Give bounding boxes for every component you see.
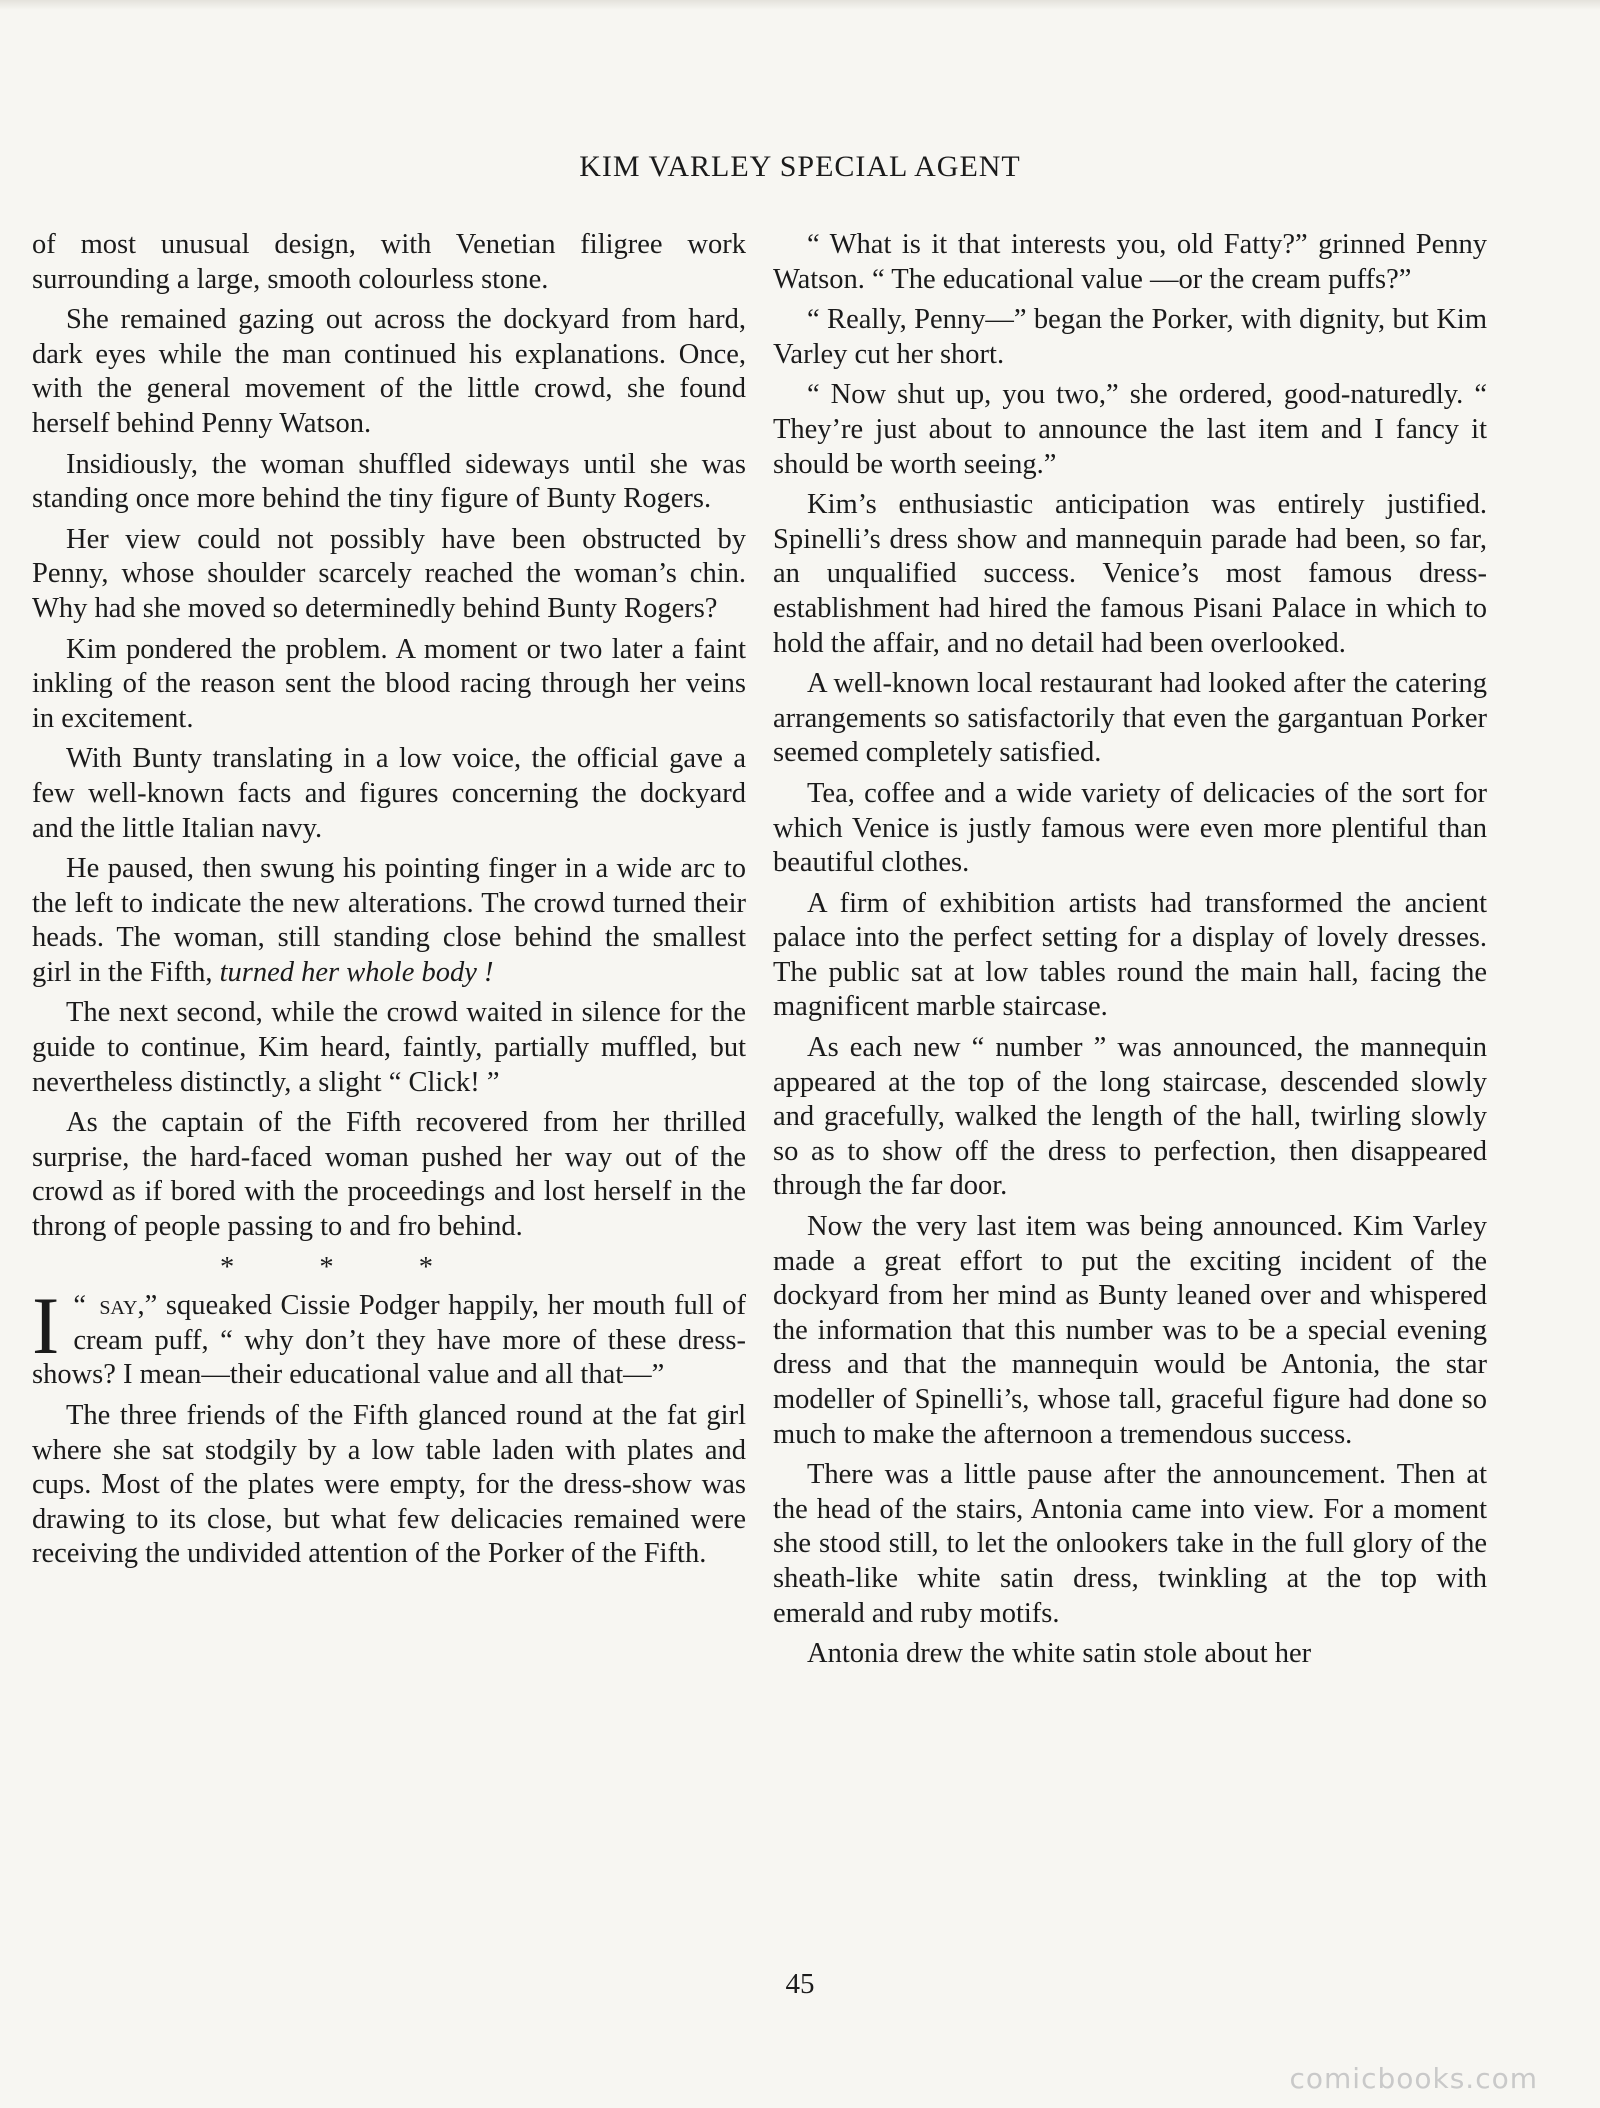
paragraph: With Bunty translating in a low voice, the official gave a few well-known facts and figures concerning the dockyard and the little Italian navy. [32, 743, 746, 844]
page-number: 45 [785, 1968, 815, 2000]
paragraph: As the captain of the Fifth recovered from her thrilled surprise, the hard-faced woman pushed her way out of the crowd as if bored with the proceedings and lost herself in the throng of people passing to and fro behind. [32, 1107, 746, 1243]
paragraph: Insidiously, the woman shuffled sideways until she was standing once more behind the tiny figure of Bunty Rogers. [32, 448, 746, 515]
paragraph: A well-known local restaurant had looked after the catering arrangements so satisfactorily that even the gargantuan Porker seemed completely satisfied. [773, 668, 1487, 769]
paragraph: Kim pondered the problem. A moment or two later a faint inkling of the reason sent the blood racing through her veins in excitement. [32, 633, 746, 734]
running-head: KIM VARLEY SPECIAL AGENT [579, 150, 1021, 183]
paragraph-text: He paused, then swung his pointing finger in a wide arc to the left to indicate the new alterations. The crowd turned their heads. The woman, still standing close behind the smallest girl in the Fifth, [32, 853, 746, 988]
drop-cap: I [32, 1280, 60, 1372]
paragraph: “ Now shut up, you two,” she ordered, good-naturedly. “ They’re just about to announce the last item and I fancy it should be worth seeing.” [773, 379, 1487, 480]
paragraph: Kim’s enthusiastic anticipation was entirely justified. Spinelli’s dress show and mannequin parade had been, so far, an unqualified success. Venice’s most famous dress-establishment had hired the famous Pisani Palace in which to hold the affair, and no detail had been overlooked. [773, 489, 1487, 659]
paragraph: The three friends of the Fifth glanced round at the fat girl where she sat stodgily by a low table laden with plates and cups. Most of the plates were empty, for the dress-show was drawing to its close, but what few delicacies remained were receiving the undivided attention of the Porker of the Fifth. [32, 1400, 746, 1570]
small-caps-text: say, [99, 1290, 145, 1322]
paragraph: “ What is it that interests you, old Fatty?” grinned Penny Watson. “ The educational value —or the cream puffs?” [773, 229, 1487, 295]
paragraph-text: ” squeaked Cissie Podger happily, her mouth full of cream puff, “ why don’t they have more of these dress-shows? I mean—their educational value and all that—” [32, 1290, 746, 1391]
paragraph: As each new “ number ” was announced, the mannequin appeared at the top of the long staircase, descended slowly and gracefully, walked the length of the hall, twirling slowly so as to show off the dress to perfection, then disappeared through the far door. [773, 1032, 1487, 1202]
paragraph: “ Really, Penny—” began the Porker, with dignity, but Kim Varley cut her short. [773, 304, 1487, 370]
paragraph [32, 852, 746, 990]
paragraph: Antonia drew the white satin stole about her [807, 1638, 1312, 1670]
right-column [773, 228, 1487, 1678]
paragraph: of most unusual design, with Venetian filigree work surrounding a large, smooth colourless stone. [32, 229, 746, 295]
paragraph: There was a little pause after the announcement. Then at the head of the stairs, Antonia came into view. For a moment she stood still, to let the onlookers take in the full glory of the sheath-like white satin dress, twinkling at the top with emerald and ruby motifs. [773, 1459, 1487, 1629]
left-column [32, 228, 746, 1578]
paragraph: Her view could not possibly have been obstructed by Penny, whose shoulder scarcely reached the woman’s chin. Why had she moved so determinedly behind Bunty Rogers? [32, 523, 746, 624]
paragraph: The next second, while the crowd waited in silence for the guide to continue, Kim heard, faintly, partially muffled, but nevertheless distinctly, a slight “ Click! ” [32, 997, 746, 1098]
paragraph: A firm of exhibition artists had transformed the ancient palace into the perfect setting for a display of lovely dresses. The public sat at low tables round the main hall, facing the magnificent marble staircase. [773, 887, 1487, 1023]
paragraph: Tea, coffee and a wide variety of delicacies of the sort for which Venice is justly famous were even more plentiful than beautiful clothes. [773, 777, 1487, 879]
top-edge-shadow [0, 0, 1600, 10]
paragraph: Now the very last item was being announced. Kim Varley made a great effort to put the exciting incident of the dockyard from her mind as Bunty leaned over and whispered the information that this number was to be a special evening dress and that the mannequin would be Antonia, the star modeller of Spinelli’s, whose tall, graceful figure had done so much to make the afternoon a tremendous success. [773, 1211, 1487, 1450]
emphasis-text: turned her whole body ! [219, 956, 494, 988]
scene-break: * * * [220, 1251, 433, 1283]
open-quote: “ [73, 1290, 86, 1322]
paragraph [32, 1280, 746, 1393]
paragraph: She remained gazing out across the dockyard from hard, dark eyes while the man continued his explanations. Once, with the general movement of the little crowd, she found herself behind Penny Watson. [32, 304, 746, 439]
watermark: comicbooks.com [1289, 2062, 1538, 2095]
